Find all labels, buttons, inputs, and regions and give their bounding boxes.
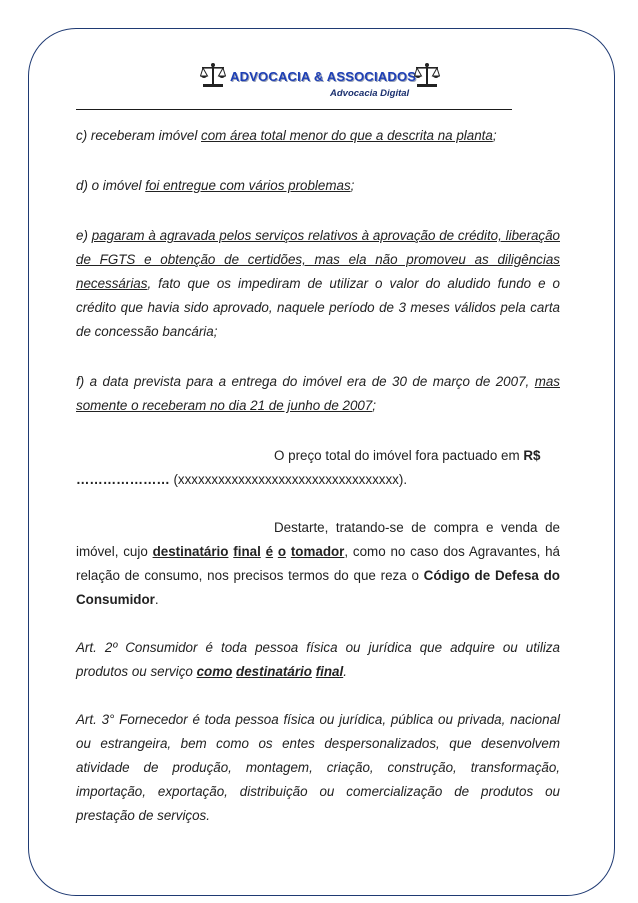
letterhead-logo-line bbox=[200, 62, 450, 88]
art3-paragraph: Art. 3° Fornecedor é toda pessoa física ou jurídica, pública ou privada, nacional ou estrangeira, bem como os entes despersonalizados, que desenvolvem atividade de produção, montagem, criação, construção, transformação, importação, exportação, distribuição ou comercialização de produtos ou prestação de serviços. bbox=[76, 712, 560, 823]
art2-text: Art. 2º Consumidor é toda pessoa física ou jurídica que adquire ou utiliza produtos ou serviço bbox=[76, 640, 560, 679]
price-placeholder: (xxxxxxxxxxxxxxxxxxxxxxxxxxxxxxxxx). bbox=[169, 472, 408, 487]
item-f-underlined: mas somente o receberam no dia 21 de junho de 2007 bbox=[76, 374, 560, 413]
item-f-text: f) a data prevista para a entrega do imóvel era de 30 de março de 2007, bbox=[76, 374, 535, 389]
header-rule bbox=[76, 109, 512, 110]
consumer-text-3: . bbox=[154, 592, 159, 607]
price-dots: ………………… bbox=[76, 472, 170, 487]
document-body bbox=[76, 124, 560, 828]
consumer-word-final: final bbox=[233, 544, 261, 559]
item-c bbox=[76, 124, 560, 148]
consumer-text-2: , como no caso dos Agravantes, há relação de consumo, nos precisos termos do que reza o bbox=[76, 544, 560, 583]
firm-subtitle: Advocacia Digital bbox=[330, 88, 410, 99]
scales-of-justice-icon bbox=[414, 62, 440, 88]
firm-name: ADVOCACIA & ASSOCIADOS bbox=[230, 69, 417, 84]
consumer-word-destinatario: destinatário bbox=[152, 544, 229, 559]
letterhead bbox=[0, 52, 638, 112]
item-d-text: d) o imóvel bbox=[76, 178, 146, 193]
art2-word-destinatario: destinatário bbox=[236, 664, 312, 679]
item-c-end: ; bbox=[492, 128, 497, 143]
item-d-underlined: foi entregue com vários problemas bbox=[145, 178, 351, 193]
item-c-text: c) receberam imóvel bbox=[76, 128, 202, 143]
item-e-text: e) bbox=[76, 228, 92, 243]
consumer-word-tomador: tomador bbox=[290, 544, 345, 559]
consumer-word-o: o bbox=[277, 544, 287, 559]
price-paragraph bbox=[76, 444, 560, 492]
consumer-paragraph bbox=[76, 516, 560, 612]
price-text: O preço total do imóvel fora pactuado em bbox=[274, 448, 524, 463]
consumer-code-name: Código de Defesa do Consumidor bbox=[76, 568, 560, 607]
price-currency: R$ bbox=[523, 448, 541, 463]
consumer-text-1: Destarte, tratando-se de compra e venda de imóvel, cujo bbox=[76, 520, 560, 559]
item-e bbox=[76, 224, 560, 344]
item-e-underlined: pagaram à agravada pelos serviços relativos à aprovação de crédito, liberação de FGTS e obtenção de certidões, mas ela não promoveu as diligências necessárias bbox=[76, 228, 560, 291]
consumer-word-e: é bbox=[265, 544, 274, 559]
scales-of-justice-icon bbox=[200, 62, 226, 88]
item-c-underlined: com área total menor do que a descrita na planta bbox=[201, 128, 493, 143]
art2-word-final: final bbox=[315, 664, 344, 679]
item-e-end: , fato que os impediram de utilizar o valor do aludido fundo e o crédito que havia sido aprovado, naquele período de 3 meses válidos pela carta de concessão bancária; bbox=[76, 276, 560, 339]
art2-word-como: como bbox=[196, 664, 233, 679]
item-f bbox=[76, 370, 560, 418]
art2-paragraph bbox=[76, 636, 560, 684]
art2-end: . bbox=[343, 664, 347, 679]
item-f-end: ; bbox=[372, 398, 377, 413]
item-d-end: ; bbox=[350, 178, 355, 193]
item-d bbox=[76, 174, 560, 198]
